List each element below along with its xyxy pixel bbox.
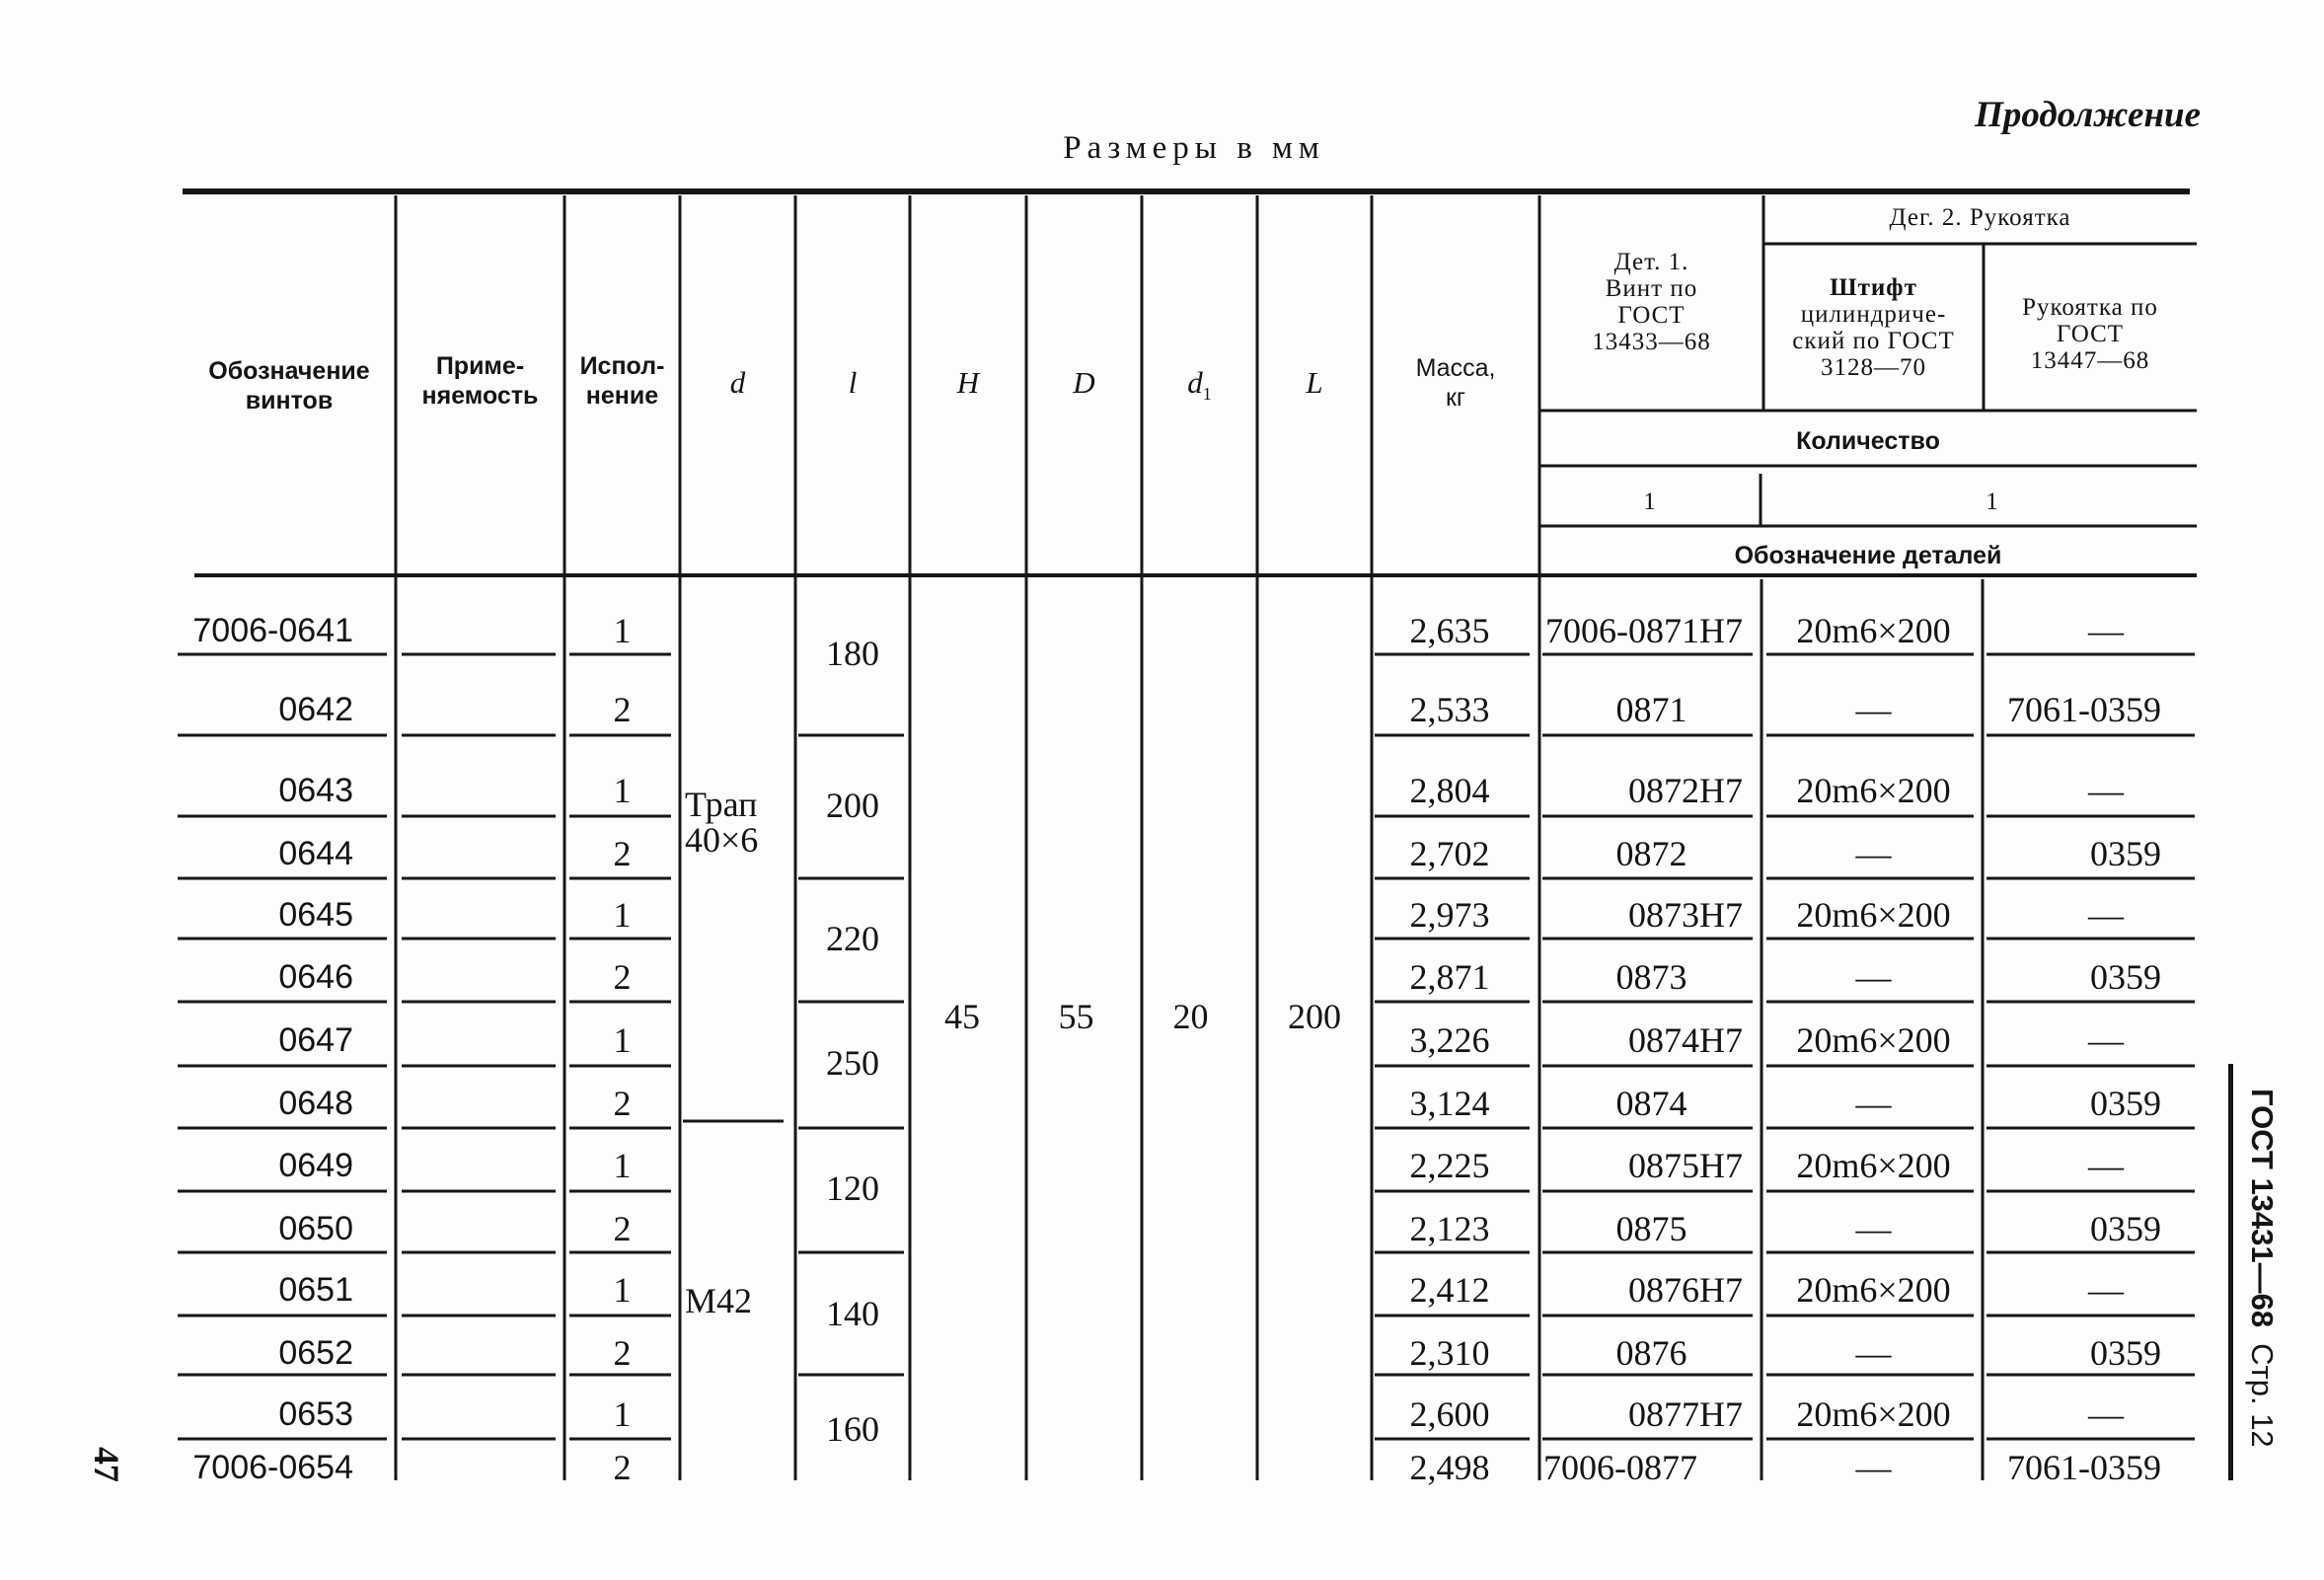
part1-screw-designation: 0874H7 [1628,1020,1743,1060]
handle-designation: 0359 [2090,1209,2161,1248]
version-number: 1 [613,1020,632,1060]
pin-designation: — [1855,690,1892,729]
header-part1-line: Винт по [1605,275,1698,302]
screw-designation: 0644 [278,835,353,872]
thread-d-line: Трап [685,785,758,824]
mass-value: 2,123 [1409,1209,1490,1248]
header-H: H [956,365,980,400]
handle-designation: 0359 [2090,1084,2161,1123]
header-applicability [396,351,564,411]
pin-designation: — [1855,1333,1892,1373]
header-designation-line: Обозначение [208,357,370,385]
pin-designation: — [1855,957,1892,997]
thread-d-line: М42 [685,1281,753,1320]
mass-value: 2,412 [1409,1270,1490,1310]
part1-screw-designation: 0873H7 [1628,895,1743,935]
screw-designation: 0649 [278,1147,353,1184]
screw-designation: 0646 [278,958,353,996]
handle-designation: 0359 [2090,1333,2161,1373]
handle-designation: — [2088,611,2124,650]
header-designation [183,356,396,415]
mass-value: 2,600 [1409,1394,1490,1434]
dimensions-note: Размеры в мм [1063,130,1325,166]
length-L-value: 200 [1288,997,1341,1036]
header-L: L [1306,365,1323,400]
mass-value: 2,871 [1409,957,1490,997]
part1-screw-designation: 0874 [1615,1084,1687,1123]
header-handle [1984,294,2197,374]
length-l-value: 120 [826,1168,879,1208]
side-standard-label [2242,1089,2282,1448]
screw-designation: 0647 [278,1021,353,1059]
version-number: 2 [613,1209,632,1248]
header-part1-screw [1539,249,1763,355]
part1-screw-designation: 0876 [1615,1333,1687,1373]
version-number: 1 [613,1394,632,1434]
mass-value: 2,533 [1409,690,1490,729]
pin-designation: — [1855,1084,1892,1123]
length-l-value: 220 [826,919,879,958]
version-number: 2 [613,1333,632,1373]
handle-designation: — [2088,1270,2124,1310]
mass-value: 2,973 [1409,895,1490,935]
mass-value: 3,226 [1409,1020,1490,1060]
handle-designation: — [2088,1020,2124,1060]
header-part-designation: Обозначение деталей [1734,542,2002,569]
part1-screw-designation: 0872 [1615,834,1687,873]
header-d1-subscript: 1 [1202,384,1212,405]
page-number: 47 [87,1447,126,1482]
header-mass-line: кг [1445,384,1466,412]
part1-screw-designation: 0875 [1615,1209,1687,1248]
header-pin-line: цилиндриче- [1800,301,1947,328]
pin-designation: 20m6×200 [1796,1146,1951,1185]
header-d1 [1142,361,1257,405]
header-version-line: Испол- [579,352,665,380]
part1-screw-designation: 0877H7 [1628,1394,1743,1434]
header-part1-line: 13433—68 [1592,329,1711,355]
header-d: d [729,365,746,400]
version-number: 2 [613,834,632,873]
header-pin-line: ский по ГОСТ [1792,328,1955,354]
header-part1-line: Дет. 1. [1613,249,1689,275]
handle-designation: 7061-0359 [2007,1448,2161,1487]
pin-designation: 20m6×200 [1796,895,1951,935]
handle-designation: — [2088,895,2124,935]
mass-value: 2,702 [1409,834,1490,873]
header-applicability-line: Приме- [435,352,525,380]
pin-designation: 20m6×200 [1796,1020,1951,1060]
screw-designation: 0642 [278,691,353,728]
version-number: 1 [613,1146,632,1185]
handle-designation: 0359 [2090,957,2161,997]
header-version-line: нение [585,382,659,410]
mass-value: 2,310 [1409,1333,1490,1373]
version-number: 2 [613,957,632,997]
diameter-d1-value: 20 [1172,997,1209,1036]
pin-designation: 20m6×200 [1796,1394,1951,1434]
version-number: 2 [613,1448,632,1487]
screw-designation: 0652 [278,1334,353,1372]
mass-value: 2,498 [1409,1448,1490,1487]
screw-designation: 7006-0654 [192,1449,353,1486]
part1-screw-designation: 0872H7 [1628,771,1743,810]
screw-designation: 0650 [278,1210,353,1247]
header-handle-line: Рукоятка по [2022,294,2158,321]
header-quantity: Количество [1796,427,1940,455]
header-quantity-part2: 1 [1986,489,1999,515]
screw-designation: 7006-0641 [192,612,353,649]
version-number: 1 [613,1270,632,1310]
pin-designation: — [1855,834,1892,873]
header-part2-group: Дег. 2. Рукоятка [1889,204,2071,231]
side-standard-code: ГОСТ 13431—68 [2245,1089,2280,1328]
header-pin [1763,274,1984,381]
length-l-value: 140 [826,1294,879,1333]
version-number: 2 [613,690,632,729]
handle-designation: — [2088,1394,2124,1434]
height-H-value: 45 [944,997,980,1036]
length-l-value: 200 [826,786,879,825]
version-number: 2 [613,1084,632,1123]
pin-designation: — [1855,1209,1892,1248]
diameter-D-value: 55 [1058,997,1094,1036]
length-l-value: 250 [826,1043,879,1083]
header-mass-line: Масса, [1415,354,1496,382]
thread-d-line: 40×6 [685,820,759,860]
part1-screw-designation: 7006-0871H7 [1545,611,1743,650]
screw-designation: 0651 [278,1271,353,1309]
header-l: l [848,365,858,400]
handle-designation: — [2088,771,2124,810]
mass-value: 2,225 [1409,1146,1490,1185]
version-number: 1 [613,771,632,810]
length-l-value: 160 [826,1409,879,1449]
handle-designation: 7061-0359 [2007,690,2161,729]
header-quantity-part1: 1 [1643,489,1657,515]
side-page-ref: Стр. 12 [2245,1343,2280,1448]
length-l-value: 180 [826,634,879,673]
pin-designation: 20m6×200 [1796,1270,1951,1310]
header-d1-symbol: d [1187,365,1203,400]
part1-screw-designation: 0875H7 [1628,1146,1743,1185]
mass-value: 2,635 [1409,611,1490,650]
screw-designation: 0645 [278,896,353,934]
part1-screw-designation: 0873 [1615,957,1687,997]
version-number: 1 [613,895,632,935]
part1-screw-designation: 7006-0877 [1543,1448,1697,1487]
header-handle-line: ГОСТ [2056,321,2125,347]
pin-designation: 20m6×200 [1796,611,1951,650]
mass-value: 3,124 [1409,1084,1490,1123]
side-rule [2228,1064,2233,1480]
screw-designation: 0648 [278,1085,353,1122]
header-designation-line: винтов [245,387,334,414]
header-part1-line: ГОСТ [1617,302,1686,329]
header-version [564,351,680,411]
handle-designation: — [2088,1146,2124,1185]
pin-designation: — [1855,1448,1892,1487]
continuation-label: Продолжение [1975,95,2201,135]
header-applicability-line: няемость [421,382,539,410]
part1-screw-designation: 0876H7 [1628,1270,1743,1310]
pin-designation: 20m6×200 [1796,771,1951,810]
part1-screw-designation: 0871 [1615,690,1687,729]
header-pin-line: Штифт [1830,274,1917,301]
screw-designation: 0643 [278,772,353,809]
header-handle-line: 13447—68 [2030,347,2150,374]
header-D: D [1073,365,1095,400]
header-pin-line: 3128—70 [1821,354,1926,381]
mass-value: 2,804 [1409,771,1490,810]
version-number: 1 [613,611,632,650]
handle-designation: 0359 [2090,834,2161,873]
header-mass [1372,353,1539,413]
screw-designation: 0653 [278,1395,353,1433]
